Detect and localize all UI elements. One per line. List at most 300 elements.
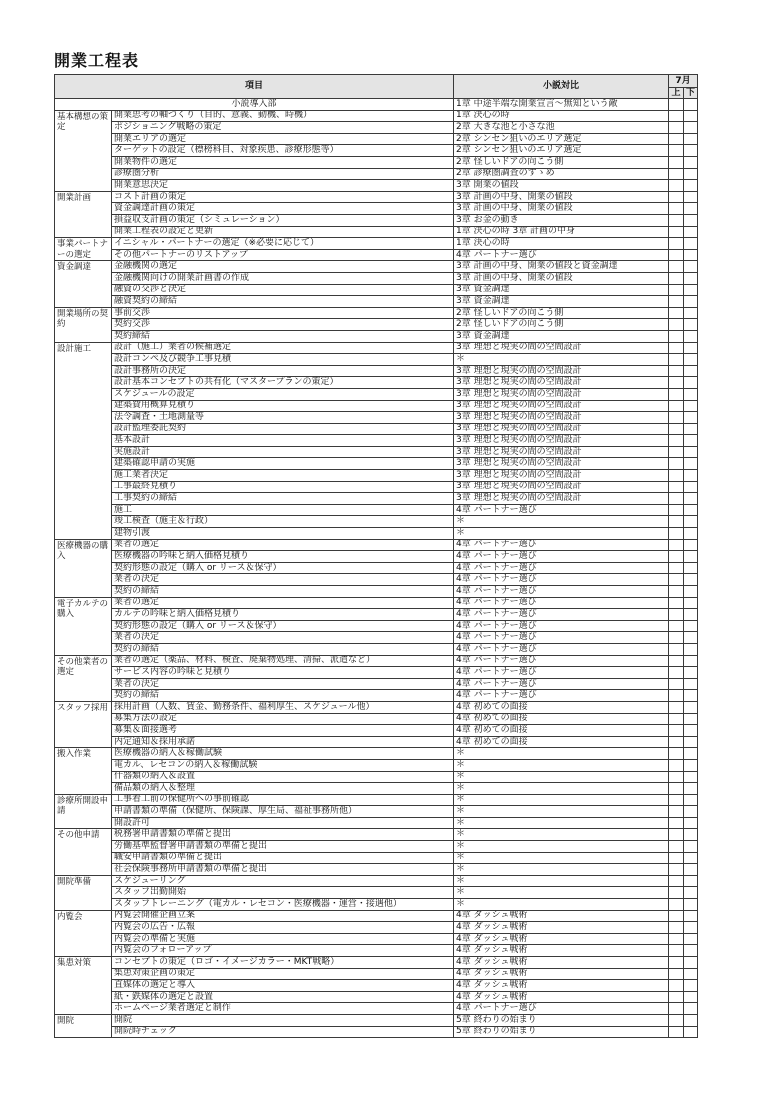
item-cell: 設計（施工）業者の候補選定 bbox=[112, 342, 454, 354]
novel-cell: 3章 開業の値段 bbox=[454, 180, 669, 192]
schedule-cell-upper bbox=[669, 539, 684, 551]
schedule-cell-upper bbox=[669, 701, 684, 713]
novel-cell: 3章 計画の中身、開業の値段 bbox=[454, 191, 669, 203]
schedule-cell-upper bbox=[669, 261, 684, 273]
schedule-cell-lower bbox=[684, 597, 698, 609]
novel-cell: 5章 終わりの始まり bbox=[454, 1014, 669, 1026]
novel-cell: 4章 ダッシュ戦術 bbox=[454, 945, 669, 957]
table-row bbox=[55, 841, 698, 853]
schedule-cell-upper bbox=[669, 748, 684, 760]
table-row bbox=[55, 794, 698, 806]
item-cell: 工事契約の締結 bbox=[112, 493, 454, 505]
item-cell: スタッフトレーニング（電カル・レセコン・医療機器・運営・接遇他） bbox=[112, 899, 454, 911]
item-cell: スケジュールの設定 bbox=[112, 388, 454, 400]
schedule-cell-lower bbox=[684, 899, 698, 911]
table-row bbox=[55, 899, 698, 911]
schedule-cell-lower bbox=[684, 957, 698, 969]
table-row bbox=[55, 736, 698, 748]
schedule-cell-upper bbox=[669, 481, 684, 493]
schedule-cell-upper bbox=[669, 296, 684, 308]
item-cell: 開業意思決定 bbox=[112, 180, 454, 192]
upper-half-header: 上 bbox=[669, 88, 684, 99]
novel-cell: 4章 パートナー選び bbox=[454, 1003, 669, 1015]
novel-cell: ＊ bbox=[454, 748, 669, 760]
schedule-cell-lower bbox=[684, 226, 698, 238]
item-cell: イニシャル・パートナーの選定（※必要に応じて） bbox=[112, 238, 454, 250]
item-cell: 内覧会の広告・広報 bbox=[112, 922, 454, 934]
schedule-cell-lower bbox=[684, 423, 698, 435]
item-cell: 内覧会のフォローアップ bbox=[112, 945, 454, 957]
table-row bbox=[55, 214, 698, 226]
category-cell: 内覧会 bbox=[55, 910, 112, 956]
item-cell: 職安申請書類の準備と提出 bbox=[112, 852, 454, 864]
schedule-cell-upper bbox=[669, 945, 684, 957]
schedule-cell-upper bbox=[669, 875, 684, 887]
item-cell: 法令調査・土地測量等 bbox=[112, 412, 454, 424]
item-cell: 設計コンペ及び競争工事見積 bbox=[112, 354, 454, 366]
schedule-cell-lower bbox=[684, 214, 698, 226]
novel-cell: 4章 パートナー選び bbox=[454, 249, 669, 261]
category-cell: 開院準備 bbox=[55, 875, 112, 910]
schedule-cell-upper bbox=[669, 99, 684, 111]
schedule-cell-upper bbox=[669, 423, 684, 435]
novel-cell: 3章 理想と現実の間の空間設計 bbox=[454, 423, 669, 435]
item-cell: 工事着工前の保健所への事前確認 bbox=[112, 794, 454, 806]
schedule-cell-lower bbox=[684, 748, 698, 760]
schedule-cell-upper bbox=[669, 516, 684, 528]
table-row bbox=[55, 284, 698, 296]
table-row bbox=[55, 551, 698, 563]
schedule-cell-upper bbox=[669, 1003, 684, 1015]
schedule-cell-lower bbox=[684, 586, 698, 598]
schedule-cell-lower bbox=[684, 667, 698, 679]
table-row bbox=[55, 493, 698, 505]
item-cell: 契約交渉 bbox=[112, 319, 454, 331]
item-cell: 紙・鉄媒体の選定と設置 bbox=[112, 991, 454, 1003]
schedule-cell-lower bbox=[684, 736, 698, 748]
schedule-cell-upper bbox=[669, 145, 684, 157]
novel-cell: 3章 計画の中身、開業の値段 bbox=[454, 272, 669, 284]
table-row bbox=[55, 238, 698, 250]
novel-cell: 4章 ダッシュ戦術 bbox=[454, 922, 669, 934]
novel-cell: ＊ bbox=[454, 516, 669, 528]
schedule-cell-lower bbox=[684, 713, 698, 725]
table-row bbox=[55, 342, 698, 354]
novel-cell: 4章 初めての面接 bbox=[454, 736, 669, 748]
schedule-cell-lower bbox=[684, 643, 698, 655]
table-row bbox=[55, 458, 698, 470]
item-cell: 契約の締結 bbox=[112, 643, 454, 655]
schedule-cell-upper bbox=[669, 330, 684, 342]
table-row bbox=[55, 400, 698, 412]
novel-cell: ＊ bbox=[454, 528, 669, 540]
month-column-header: 7月 bbox=[669, 75, 698, 88]
schedule-cell-lower bbox=[684, 446, 698, 458]
novel-cell: 4章 初めての面接 bbox=[454, 725, 669, 737]
schedule-cell-lower bbox=[684, 272, 698, 284]
schedule-cell-lower bbox=[684, 156, 698, 168]
item-cell: 金融機関向けの開業計画書の作成 bbox=[112, 272, 454, 284]
table-row bbox=[55, 470, 698, 482]
schedule-cell-upper bbox=[669, 435, 684, 447]
table-row bbox=[55, 748, 698, 760]
novel-cell: 4章 ダッシュ戦術 bbox=[454, 957, 669, 969]
novel-cell: 4章 パートナー選び bbox=[454, 551, 669, 563]
item-cell: 直媒体の選定と導入 bbox=[112, 980, 454, 992]
item-cell: 設計基本コンセプトの共有化（マスタープランの策定） bbox=[112, 377, 454, 389]
table-row bbox=[55, 272, 698, 284]
item-cell: 税務署申請書類の準備と提出 bbox=[112, 829, 454, 841]
novel-cell: 3章 理想と現実の間の空間設計 bbox=[454, 435, 669, 447]
novel-cell: 1章 決心の時 bbox=[454, 238, 669, 250]
category-cell: 開業場所の契約 bbox=[55, 307, 112, 342]
schedule-cell-upper bbox=[669, 249, 684, 261]
novel-cell: 4章 パートナー選び bbox=[454, 690, 669, 702]
schedule-cell-upper bbox=[669, 354, 684, 366]
novel-cell: 2章 大きな池と小さな池 bbox=[454, 122, 669, 134]
schedule-cell-lower bbox=[684, 354, 698, 366]
table-row bbox=[55, 1014, 698, 1026]
schedule-cell-upper bbox=[669, 365, 684, 377]
item-cell: 備品類の納入＆整理 bbox=[112, 783, 454, 795]
novel-cell: 1章 中途半端な開業宣言～無知という敵 bbox=[454, 99, 669, 111]
novel-cell: ＊ bbox=[454, 875, 669, 887]
novel-cell: 3章 計画の中身、開業の値段 bbox=[454, 203, 669, 215]
novel-cell: 4章 初めての面接 bbox=[454, 713, 669, 725]
schedule-cell-lower bbox=[684, 933, 698, 945]
novel-cell: 4章 パートナー選び bbox=[454, 655, 669, 667]
schedule-cell-lower bbox=[684, 238, 698, 250]
schedule-cell-upper bbox=[669, 191, 684, 203]
novel-cell: 3章 理想と現実の間の空間設計 bbox=[454, 342, 669, 354]
table-row bbox=[55, 667, 698, 679]
item-cell: 資金調達計画の策定 bbox=[112, 203, 454, 215]
schedule-cell-lower bbox=[684, 887, 698, 899]
item-cell: 融資契約の締結 bbox=[112, 296, 454, 308]
table-row bbox=[55, 574, 698, 586]
table-row bbox=[55, 528, 698, 540]
page-title: 開業工程表 bbox=[54, 51, 140, 70]
item-cell: 設計事務所の決定 bbox=[112, 365, 454, 377]
table-row bbox=[55, 759, 698, 771]
schedule-cell-lower bbox=[684, 771, 698, 783]
schedule-cell-upper bbox=[669, 794, 684, 806]
novel-cell: 2章 怪しいドアの向こう側 bbox=[454, 156, 669, 168]
table-row bbox=[55, 980, 698, 992]
novel-cell: 4章 初めての面接 bbox=[454, 701, 669, 713]
schedule-cell-upper bbox=[669, 736, 684, 748]
item-cell: 開設許可 bbox=[112, 817, 454, 829]
schedule-cell-lower bbox=[684, 806, 698, 818]
schedule-cell-upper bbox=[669, 1026, 684, 1038]
schedule-cell-upper bbox=[669, 528, 684, 540]
schedule-cell-upper bbox=[669, 841, 684, 853]
item-cell: ホームページ業者選定と制作 bbox=[112, 1003, 454, 1015]
table-row bbox=[55, 435, 698, 447]
table-row bbox=[55, 701, 698, 713]
schedule-cell-lower bbox=[684, 284, 698, 296]
schedule-cell-lower bbox=[684, 133, 698, 145]
item-cell: 建物引渡 bbox=[112, 528, 454, 540]
item-cell: 工事最終見積り bbox=[112, 481, 454, 493]
table-row bbox=[55, 655, 698, 667]
schedule-cell-lower bbox=[684, 980, 698, 992]
novel-cell: 2章 診療圏調査のすゝめ bbox=[454, 168, 669, 180]
novel-cell: ＊ bbox=[454, 771, 669, 783]
schedule-cell-upper bbox=[669, 388, 684, 400]
schedule-cell-upper bbox=[669, 725, 684, 737]
schedule-cell-upper bbox=[669, 214, 684, 226]
item-cell: 申請書類の準備（保健所、保険課、厚生局、福祉事務所他） bbox=[112, 806, 454, 818]
table-row bbox=[55, 122, 698, 134]
table-row bbox=[55, 910, 698, 922]
item-cell: 契約形態の設定（購入 or リース＆保守） bbox=[112, 562, 454, 574]
schedule-cell-upper bbox=[669, 783, 684, 795]
novel-cell: 3章 資金調達 bbox=[454, 296, 669, 308]
item-cell: ポジショニング戦略の策定 bbox=[112, 122, 454, 134]
schedule-cell-lower bbox=[684, 609, 698, 621]
schedule-cell-upper bbox=[669, 817, 684, 829]
schedule-cell-upper bbox=[669, 551, 684, 563]
novel-cell: 4章 パートナー選び bbox=[454, 562, 669, 574]
schedule-cell-upper bbox=[669, 458, 684, 470]
item-cell: 契約締結 bbox=[112, 330, 454, 342]
schedule-cell-upper bbox=[669, 226, 684, 238]
schedule-cell-upper bbox=[669, 643, 684, 655]
item-cell: 施工業者決定 bbox=[112, 470, 454, 482]
schedule-cell-upper bbox=[669, 667, 684, 679]
schedule-cell-lower bbox=[684, 1026, 698, 1038]
schedule-cell-upper bbox=[669, 180, 684, 192]
item-cell: 募集＆面接選考 bbox=[112, 725, 454, 737]
item-cell: スケジューリング bbox=[112, 875, 454, 887]
novel-cell: ＊ bbox=[454, 864, 669, 876]
table-row bbox=[55, 783, 698, 795]
schedule-cell-upper bbox=[669, 922, 684, 934]
schedule-cell-upper bbox=[669, 377, 684, 389]
table-row bbox=[55, 249, 698, 261]
table-row bbox=[55, 516, 698, 528]
item-cell: 内覧会開催企画立案 bbox=[112, 910, 454, 922]
novel-cell: 3章 理想と現実の間の空間設計 bbox=[454, 412, 669, 424]
table-row bbox=[55, 145, 698, 157]
schedule-cell-lower bbox=[684, 191, 698, 203]
schedule-cell-lower bbox=[684, 342, 698, 354]
schedule-cell-lower bbox=[684, 701, 698, 713]
schedule-cell-upper bbox=[669, 400, 684, 412]
table-row bbox=[55, 643, 698, 655]
novel-cell: 4章 パートナー選び bbox=[454, 539, 669, 551]
schedule-cell-upper bbox=[669, 957, 684, 969]
table-row bbox=[55, 945, 698, 957]
category-cell: 基本構想の策定 bbox=[55, 110, 112, 191]
novel-cell: 4章 パートナー選び bbox=[454, 574, 669, 586]
table-row bbox=[55, 771, 698, 783]
schedule-cell-lower bbox=[684, 99, 698, 111]
table-row bbox=[55, 922, 698, 934]
schedule-cell-upper bbox=[669, 910, 684, 922]
schedule-cell-lower bbox=[684, 516, 698, 528]
novel-cell: 4章 パートナー選び bbox=[454, 609, 669, 621]
table-row bbox=[55, 423, 698, 435]
table-row bbox=[55, 388, 698, 400]
table-row bbox=[55, 365, 698, 377]
schedule-cell-lower bbox=[684, 307, 698, 319]
category-cell: スタッフ採用 bbox=[55, 701, 112, 747]
schedule-cell-lower bbox=[684, 388, 698, 400]
item-cell: 建築確認申請の実施 bbox=[112, 458, 454, 470]
novel-cell: 5章 終わりの始まり bbox=[454, 1026, 669, 1038]
item-cell: コスト計画の策定 bbox=[112, 191, 454, 203]
category-cell: 集患対策 bbox=[55, 957, 112, 1015]
item-cell: 実施設計 bbox=[112, 446, 454, 458]
novel-cell: 4章 ダッシュ戦術 bbox=[454, 968, 669, 980]
schedule-cell-upper bbox=[669, 110, 684, 122]
schedule-cell-lower bbox=[684, 180, 698, 192]
table-row bbox=[55, 806, 698, 818]
schedule-cell-lower bbox=[684, 551, 698, 563]
table-row bbox=[55, 481, 698, 493]
item-cell: 開業物件の選定 bbox=[112, 156, 454, 168]
novel-cell: ＊ bbox=[454, 829, 669, 841]
schedule-cell-lower bbox=[684, 470, 698, 482]
schedule-cell-upper bbox=[669, 899, 684, 911]
schedule-cell-upper bbox=[669, 690, 684, 702]
table-row bbox=[55, 504, 698, 516]
schedule-cell-upper bbox=[669, 609, 684, 621]
schedule-cell-upper bbox=[669, 412, 684, 424]
table-row bbox=[55, 180, 698, 192]
novel-column-header: 小説対比 bbox=[454, 75, 669, 99]
novel-cell: 4章 パートナー選び bbox=[454, 620, 669, 632]
table-row bbox=[55, 226, 698, 238]
novel-cell: ＊ bbox=[454, 899, 669, 911]
table-row bbox=[55, 586, 698, 598]
schedule-cell-lower bbox=[684, 945, 698, 957]
table-row bbox=[55, 1026, 698, 1038]
table-row bbox=[55, 99, 698, 111]
item-cell: 什器類の納入＆設置 bbox=[112, 771, 454, 783]
schedule-cell-lower bbox=[684, 528, 698, 540]
table-row bbox=[55, 957, 698, 969]
schedule-cell-lower bbox=[684, 400, 698, 412]
schedule-cell-upper bbox=[669, 562, 684, 574]
item-cell: ターゲットの設定（標榜科目、対象疾患、診療形態等） bbox=[112, 145, 454, 157]
novel-cell: ＊ bbox=[454, 806, 669, 818]
schedule-cell-lower bbox=[684, 910, 698, 922]
item-cell: 集患対策企画の策定 bbox=[112, 968, 454, 980]
schedule-cell-upper bbox=[669, 203, 684, 215]
table-row bbox=[55, 168, 698, 180]
table-row bbox=[55, 852, 698, 864]
table-row bbox=[55, 678, 698, 690]
novel-cell: 4章 ダッシュ戦術 bbox=[454, 980, 669, 992]
item-cell: スタッフ出勤開始 bbox=[112, 887, 454, 899]
item-cell: 契約形態の設定（購入 or リース＆保守） bbox=[112, 620, 454, 632]
table-row bbox=[55, 1003, 698, 1015]
item-cell: 契約の締結 bbox=[112, 586, 454, 598]
schedule-cell-lower bbox=[684, 539, 698, 551]
category-cell: 搬入作業 bbox=[55, 748, 112, 794]
item-cell: 施工 bbox=[112, 504, 454, 516]
item-cell: 融資の交渉と決定 bbox=[112, 284, 454, 296]
table-row bbox=[55, 725, 698, 737]
schedule-cell-lower bbox=[684, 655, 698, 667]
schedule-cell-upper bbox=[669, 284, 684, 296]
schedule-cell-lower bbox=[684, 261, 698, 273]
schedule-cell-lower bbox=[684, 481, 698, 493]
novel-cell: 3章 資金調達 bbox=[454, 284, 669, 296]
novel-cell: ＊ bbox=[454, 887, 669, 899]
novel-cell: 2章 シンセン狙いのエリア選定 bbox=[454, 133, 669, 145]
item-cell: 業者の決定 bbox=[112, 632, 454, 644]
schedule-cell-upper bbox=[669, 122, 684, 134]
table-row bbox=[55, 690, 698, 702]
novel-cell: 4章 ダッシュ戦術 bbox=[454, 991, 669, 1003]
table-row bbox=[55, 191, 698, 203]
schedule-cell-lower bbox=[684, 991, 698, 1003]
schedule-cell-lower bbox=[684, 122, 698, 134]
item-cell: 募集方法の設定 bbox=[112, 713, 454, 725]
table-row bbox=[55, 133, 698, 145]
intro-item: 小説導入部 bbox=[55, 99, 454, 111]
schedule-cell-lower bbox=[684, 296, 698, 308]
novel-cell: 2章 怪しいドアの向こう側 bbox=[454, 307, 669, 319]
table-row bbox=[55, 829, 698, 841]
item-cell: 金融機関の選定 bbox=[112, 261, 454, 273]
schedule-cell-lower bbox=[684, 412, 698, 424]
schedule-cell-upper bbox=[669, 829, 684, 841]
item-cell: 開業工程表の設定と更新 bbox=[112, 226, 454, 238]
schedule-cell-upper bbox=[669, 887, 684, 899]
schedule-cell-lower bbox=[684, 110, 698, 122]
table-row bbox=[55, 412, 698, 424]
novel-cell: 4章 パートナー選び bbox=[454, 643, 669, 655]
novel-cell: 2章 シンセン狙いのエリア選定 bbox=[454, 145, 669, 157]
novel-cell: ＊ bbox=[454, 783, 669, 795]
novel-cell: 3章 資金調達 bbox=[454, 330, 669, 342]
table-row bbox=[55, 377, 698, 389]
item-cell: 開業思考の軸づくり（目的、意義、動機、時機） bbox=[112, 110, 454, 122]
schedule-cell-lower bbox=[684, 504, 698, 516]
schedule-cell-lower bbox=[684, 562, 698, 574]
schedule-cell-lower bbox=[684, 203, 698, 215]
schedule-cell-upper bbox=[669, 713, 684, 725]
schedule-cell-lower bbox=[684, 493, 698, 505]
item-cell: 電カル、レセコンの納入＆稼働試験 bbox=[112, 759, 454, 771]
item-cell: カルテの吟味と納入価格見積り bbox=[112, 609, 454, 621]
table-row bbox=[55, 446, 698, 458]
table-row bbox=[55, 261, 698, 273]
item-cell: 業者の決定 bbox=[112, 574, 454, 586]
schedule-cell-upper bbox=[669, 620, 684, 632]
schedule-cell-upper bbox=[669, 991, 684, 1003]
category-cell: 診療所開設申請 bbox=[55, 794, 112, 829]
item-cell: 採用計画（人数、賃金、勤務条件、福利厚生、スケジュール他） bbox=[112, 701, 454, 713]
schedule-cell-lower bbox=[684, 690, 698, 702]
item-cell: 竣工検査（施主＆行政） bbox=[112, 516, 454, 528]
schedule-cell-upper bbox=[669, 968, 684, 980]
item-cell: 開業エリアの選定 bbox=[112, 133, 454, 145]
novel-cell: 3章 理想と現実の間の空間設計 bbox=[454, 493, 669, 505]
novel-cell: ＊ bbox=[454, 759, 669, 771]
schedule-cell-upper bbox=[669, 759, 684, 771]
novel-cell: 4章 パートナー選び bbox=[454, 667, 669, 679]
item-cell: 建築費用概算見積り bbox=[112, 400, 454, 412]
item-cell: 開院 bbox=[112, 1014, 454, 1026]
schedule-cell-upper bbox=[669, 1014, 684, 1026]
schedule-cell-lower bbox=[684, 852, 698, 864]
